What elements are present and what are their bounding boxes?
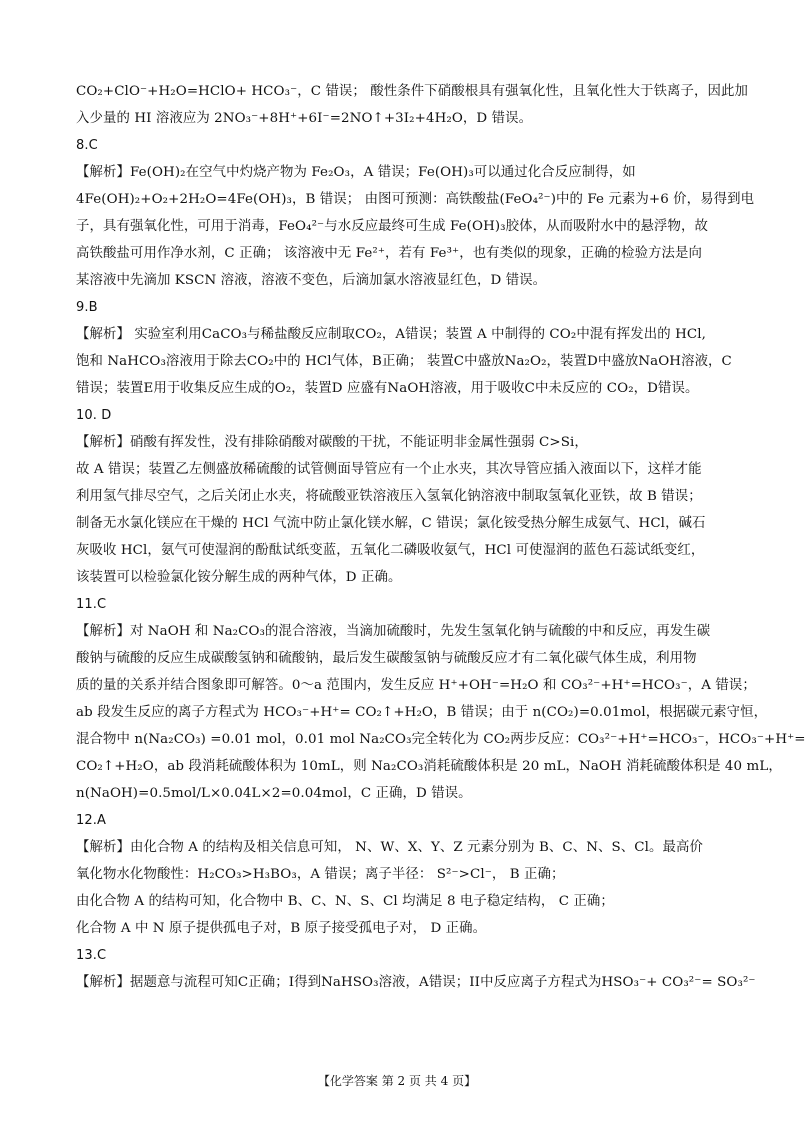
text-line: 【解析】据题意与流程可知C正确；I得到NaHSO₃溶液，A错误；II中反应离子方程式为HSO₃⁻+ CO₃²⁻= SO₃²⁻: [76, 975, 756, 990]
text-line: 化合物 A 中 N 原子提供孤电子对，B 原子接受孤电子对， D 正确。: [76, 921, 487, 936]
question-number: 11.C: [76, 597, 107, 612]
text-line: 由化合物 A 的结构可知，化合物中 B、C、N、S、Cl 均满足 8 电子稳定结构， C 正确；: [76, 894, 614, 909]
text-line: 入少量的 HI 溶液应为 2NO₃⁻+8H⁺+6I⁻=2NO↑+3I₂+4H₂O，D 错误。: [76, 111, 533, 126]
text-line: 利用氢气排尽空气，之后关闭止水夹，将硫酸亚铁溶液压入氢氧化钠溶液中制取氢氧化亚铁，故 B 错误；: [76, 489, 702, 504]
text-line: 质的量的关系并结合图象即可解答。0～a 范围内，发生反应 H⁺+OH⁻=H₂O 和 CO₃²⁻+H⁺=HCO₃⁻，A 错误；: [76, 678, 756, 693]
text-line: 氧化物水化物酸性：H₂CO₃>H₃BO₃，A 错误；离子半径： S²⁻>Cl⁻， B 正确；: [76, 867, 565, 882]
text-line: 错误；装置E用于收集反应生成的O₂，装置D 应盛有NaOH溶液，用于吸收C中未反应的 CO₂，D错误。: [76, 381, 699, 396]
text-line: 高铁酸盐可用作净水剂，C 正确； 该溶液中无 Fe²⁺，若有 Fe³⁺，也有类似的现象，正确的检验方法是向: [76, 246, 703, 261]
text-line: 【解析】对 NaOH 和 Na₂CO₃的混合溶液，当滴加硫酸时，先发生氢氧化钠与硫酸的中和反应，再发生碳: [76, 624, 711, 639]
text-line: CO₂↑+H₂O，ab 段消耗硫酸体积为 10mL，则 Na₂CO₃消耗硫酸体积是 20 mL，NaOH 消耗硫酸体积是 40 mL，: [76, 759, 782, 774]
text-line: 故 A 错误；装置乙左侧盛放稀硫酸的试管侧面导管应有一个止水夹，其次导管应插入液面以下，这样才能: [76, 462, 702, 477]
text-line: 4Fe(OH)₂+O₂+2H₂O=4Fe(OH)₃，B 错误； 由图可预测：高铁酸盐(FeO₄²⁻)中的 Fe 元素为+6 价，易得到电: [76, 192, 755, 207]
question-number: 12.A: [76, 813, 106, 828]
question-number: 13.C: [76, 948, 107, 963]
text-line: 某溶液中先滴加 KSCN 溶液，溶液不变色，后滴加氯水溶液显红色，D 错误。: [76, 273, 547, 288]
text-line: 饱和 NaHCO₃溶液用于除去CO₂中的 HCl气体，B正确； 装置C中盛放Na₂O₂，装置D中盛放NaOH溶液，C: [76, 354, 732, 369]
text-line: 酸钠与硫酸的反应生成碳酸氢钠和硫酸钠，最后发生碳酸氢钠与硫酸反应才有二氧化碳气体生成，利用物: [76, 651, 697, 666]
text-line: ab 段发生反应的离子方程式为 HCO₃⁻+H⁺= CO₂↑+H₂O，B 错误；由于 n(CO₂)=0.01mol，根据碳元素守恒，: [76, 705, 768, 720]
answer-text-body: [76, 78, 806, 996]
text-line: 【解析】 实验室利用CaCO₃与稀盐酸反应制取CO₂，A错误；装置 A 中制得的 CO₂中混有挥发出的 HCl,: [76, 327, 706, 342]
text-line: 【解析】硝酸有挥发性，没有排除硝酸对碳酸的干扰，不能证明非金属性强弱 C>Si，: [76, 435, 588, 450]
text-line: CO₂+ClO⁻+H₂O=HClO+ HCO₃⁻，C 错误； 酸性条件下硝酸根具有强氧化性，且氧化性大于铁离子，因此加: [76, 84, 749, 99]
text-line: 【解析】Fe(OH)₂在空气中灼烧产物为 Fe₂O₃，A 错误；Fe(OH)₃可以通过化合反应制得，如: [76, 165, 636, 180]
page-footer: 【化学答案 第 2 页 共 4 页】: [317, 1074, 477, 1088]
question-number: 8.C: [76, 138, 98, 153]
text-line: 混合物中 n(Na₂CO₃) =0.01 mol，0.01 mol Na₂CO₃完全转化为 CO₂两步反应：CO₃²⁻+H⁺=HCO₃⁻，HCO₃⁻+H⁺=: [76, 732, 806, 747]
text-line: n(NaOH)=0.5mol/L×0.04L×2=0.04mol，C 正确，D 错误。: [76, 786, 472, 801]
text-line: 灰吸收 HCl，氨气可使湿润的酚酞试纸变蓝，五氧化二磷吸收氨气，HCl 可使湿润的蓝色石蕊试纸变红，: [76, 543, 705, 558]
text-line: 该装置可以检验氯化铵分解生成的两种气体，D 正确。: [76, 570, 402, 585]
text-line: 子，具有强氧化性，可用于消毒，FeO₄²⁻与水反应最终可生成 Fe(OH)₃胶体，从而吸附水中的悬浮物，故: [76, 219, 709, 234]
text-line: 制备无水氯化镁应在干燥的 HCl 气流中防止氯化镁水解，C 错误；氯化铵受热分解生成氨气、HCl，碱石: [76, 516, 706, 531]
question-number: 9.B: [76, 300, 98, 315]
question-number: 10. D: [76, 408, 112, 423]
text-line: 【解析】由化合物 A 的结构及相关信息可知， N、W、X、Y、Z 元素分别为 B、C、N、S、Cl。最高价: [76, 840, 703, 855]
